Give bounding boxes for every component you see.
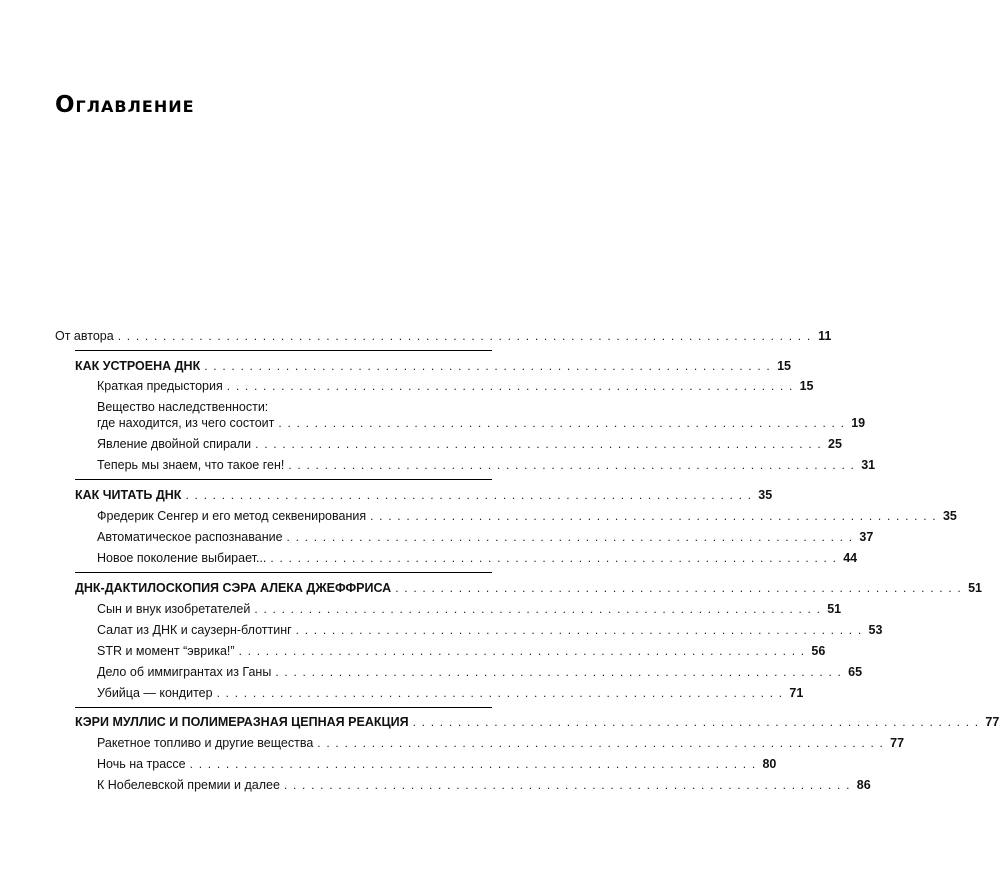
dot-leader: . . . . . . . . . . . . . . . . . . . . . . . . . . . . . . . . . . . . . . . . . . . . . . . . . . . . . . . . . . . . . . . [286, 530, 854, 544]
toc-chapter-2[interactable] [75, 487, 773, 503]
toc-chapter-title: ДНК-ДАКТИЛОСКОПИЯ СЭРА АЛЕКА ДЖЕФФРИСА [75, 581, 392, 595]
dot-leader: . . . . . . . . . . . . . . . . . . . . . . . . . . . . . . . . . . . . . . . . . . . . . . . . . . . . . . . . . . . . . . . [226, 379, 794, 393]
toc-entry-label: Сын и внук изобретателей [97, 602, 251, 616]
toc-entry[interactable] [97, 777, 871, 793]
toc-page-number: 25 [828, 437, 842, 451]
toc-entry[interactable] [97, 457, 876, 473]
toc-page-number: 11 [818, 329, 832, 343]
toc-entry-label: где находится, из чего состоит [97, 416, 275, 430]
toc-entry-label: Краткая предыстория [97, 379, 223, 393]
toc-page-number: 51 [968, 581, 982, 595]
dot-leader: . . . . . . . . . . . . . . . . . . . . . . . . . . . . . . . . . . . . . . . . . . . . . . . . . . . . . . . . . . . . . . . [395, 581, 962, 595]
section-divider [75, 572, 492, 573]
toc-page-number: 71 [789, 686, 804, 700]
toc-chapter-4[interactable] [75, 714, 999, 730]
toc-page-number: 35 [758, 488, 773, 502]
toc-entry-label: Салат из ДНК и саузерн-блоттинг [97, 623, 292, 637]
dot-leader: . . . . . . . . . . . . . . . . . . . . . . . . . . . . . . . . . . . . . . . . . . . . . . . . . . . . . . . . . . . . . . . [189, 757, 757, 771]
dot-leader: . . . . . . . . . . . . . . . . . . . . . . . . . . . . . . . . . . . . . . . . . . . . . . . . . . . . . . . . . . . . . . . [254, 602, 822, 616]
toc-page-number: 80 [762, 757, 777, 771]
toc-entry[interactable] [97, 529, 874, 545]
toc-page-number: 15 [777, 359, 791, 373]
section-divider [75, 707, 492, 708]
dot-leader: . . . . . . . . . . . . . . . . . . . . . . . . . . . . . . . . . . . . . . . . . . . . . . . . . . . . . . . . . . . . . . . [216, 686, 784, 700]
dot-leader: . . . . . . . . . . . . . . . . . . . . . . . . . . . . . . . . . . . . . . . . . . . . . . . . . . . . . . . . . . . . . . . [185, 488, 753, 502]
dot-leader: . . . . . . . . . . . . . . . . . . . . . . . . . . . . . . . . . . . . . . . . . . . . . . . . . . . . . . . . . . . . . . . [295, 623, 863, 637]
toc-page-number: 51 [827, 602, 842, 616]
toc-entry-label: К Нобелевской премии и далее [97, 778, 280, 792]
dot-leader: . . . . . . . . . . . . . . . . . . . . . . . . . . . . . . . . . . . . . . . . . . . . . . . . . . . . . . . . . . . . . . . [283, 778, 851, 792]
dot-leader: . . . . . . . . . . . . . . . . . . . . . . . . . . . . . . . . . . . . . . . . . . . . . . . . . . . . . . . . . . . . . . . [204, 359, 771, 373]
toc-page-number: 53 [868, 623, 883, 637]
toc-page-number: 31 [861, 458, 876, 472]
toc-entry[interactable] [97, 735, 905, 751]
toc-entry[interactable] [97, 756, 777, 772]
section-divider [75, 479, 492, 480]
toc-entry[interactable] [97, 378, 814, 394]
toc-entry[interactable] [97, 685, 804, 701]
toc-chapter-3[interactable] [75, 580, 982, 596]
toc-page-number: 15 [799, 379, 814, 393]
dot-leader: . . . . . . . . . . . . . . . . . . . . . . . . . . . . . . . . . . . . . . . . . . . . . . . . . . . . . . . . . . . . . . . . . . . . . . . . . . . . . [117, 329, 812, 343]
toc-entry-label: Ночь на трассе [97, 757, 186, 771]
toc-page-number: 77 [985, 715, 999, 729]
toc-entry[interactable] [97, 664, 863, 680]
toc-entry-label: От автора [55, 329, 114, 343]
toc-entry-label: Убийца — кондитер [97, 686, 213, 700]
toc-entry-label: Дело об иммигрантах из Ганы [97, 665, 272, 679]
toc-entry-label: Ракетное топливо и другие вещества [97, 736, 314, 750]
dot-leader: . . . . . . . . . . . . . . . . . . . . . . . . . . . . . . . . . . . . . . . . . . . . . . . . . . . . . . . . . . . . . . . [255, 437, 822, 451]
toc-entry[interactable] [97, 550, 858, 566]
toc-entry[interactable] [97, 643, 826, 659]
toc-entry[interactable] [97, 622, 883, 638]
dot-leader: . . . . . . . . . . . . . . . . . . . . . . . . . . . . . . . . . . . . . . . . . . . . . . . . . . . . . . . . . . . . . . . [270, 551, 838, 565]
dot-leader: . . . . . . . . . . . . . . . . . . . . . . . . . . . . . . . . . . . . . . . . . . . . . . . . . . . . . . . . . . . . . . . [238, 644, 806, 658]
dot-leader: . . . . . . . . . . . . . . . . . . . . . . . . . . . . . . . . . . . . . . . . . . . . . . . . . . . . . . . . . . . . . . . [278, 416, 846, 430]
toc-page-number: 37 [859, 530, 874, 544]
toc-page-number: 19 [851, 416, 866, 430]
dot-leader: . . . . . . . . . . . . . . . . . . . . . . . . . . . . . . . . . . . . . . . . . . . . . . . . . . . . . . . . . . . . . . . [288, 458, 856, 472]
dot-leader: . . . . . . . . . . . . . . . . . . . . . . . . . . . . . . . . . . . . . . . . . . . . . . . . . . . . . . . . . . . . . . . [412, 715, 980, 729]
toc-entry[interactable] [97, 601, 842, 617]
dot-leader: . . . . . . . . . . . . . . . . . . . . . . . . . . . . . . . . . . . . . . . . . . . . . . . . . . . . . . . . . . . . . . . [275, 665, 843, 679]
toc-chapter-title: КЭРИ МУЛЛИС И ПОЛИМЕРАЗНАЯ ЦЕПНАЯ РЕАКЦИЯ [75, 715, 409, 729]
page-title: Оглавление [55, 92, 195, 118]
toc-entry[interactable] [97, 415, 866, 431]
dot-leader: . . . . . . . . . . . . . . . . . . . . . . . . . . . . . . . . . . . . . . . . . . . . . . . . . . . . . . . . . . . . . . . [317, 736, 885, 750]
toc-page-number: 56 [811, 644, 826, 658]
toc-entry-label-line1: Вещество наследственности: [97, 400, 269, 414]
toc-entry[interactable] [97, 508, 957, 524]
toc-entry[interactable] [97, 436, 842, 452]
toc-entry-label: Фредерик Сенгер и его метод секвенирования [97, 509, 367, 523]
toc-entry-preface[interactable] [55, 328, 832, 344]
dot-leader: . . . . . . . . . . . . . . . . . . . . . . . . . . . . . . . . . . . . . . . . . . . . . . . . . . . . . . . . . . . . . . . [370, 509, 937, 523]
toc-page-number: 77 [890, 736, 905, 750]
section-divider [75, 350, 492, 351]
toc-entry-label: STR и момент “эврика!” [97, 644, 235, 658]
toc-page-number: 65 [848, 665, 863, 679]
toc-entry-label: Теперь мы знаем, что такое ген! [97, 458, 285, 472]
toc-page-number: 35 [942, 509, 957, 523]
toc-entry-label: Явление двойной спирали [97, 437, 252, 451]
toc-entry-label: Новое поколение выбирает... [97, 551, 267, 565]
toc-entry-label: Автоматическое распознавание [97, 530, 283, 544]
toc-chapter-title: КАК УСТРОЕНА ДНК [75, 359, 201, 373]
toc-chapter-1[interactable] [75, 358, 791, 374]
toc-page-number: 44 [843, 551, 858, 565]
toc-chapter-title: КАК ЧИТАТЬ ДНК [75, 488, 182, 502]
toc-page-number: 86 [856, 778, 871, 792]
